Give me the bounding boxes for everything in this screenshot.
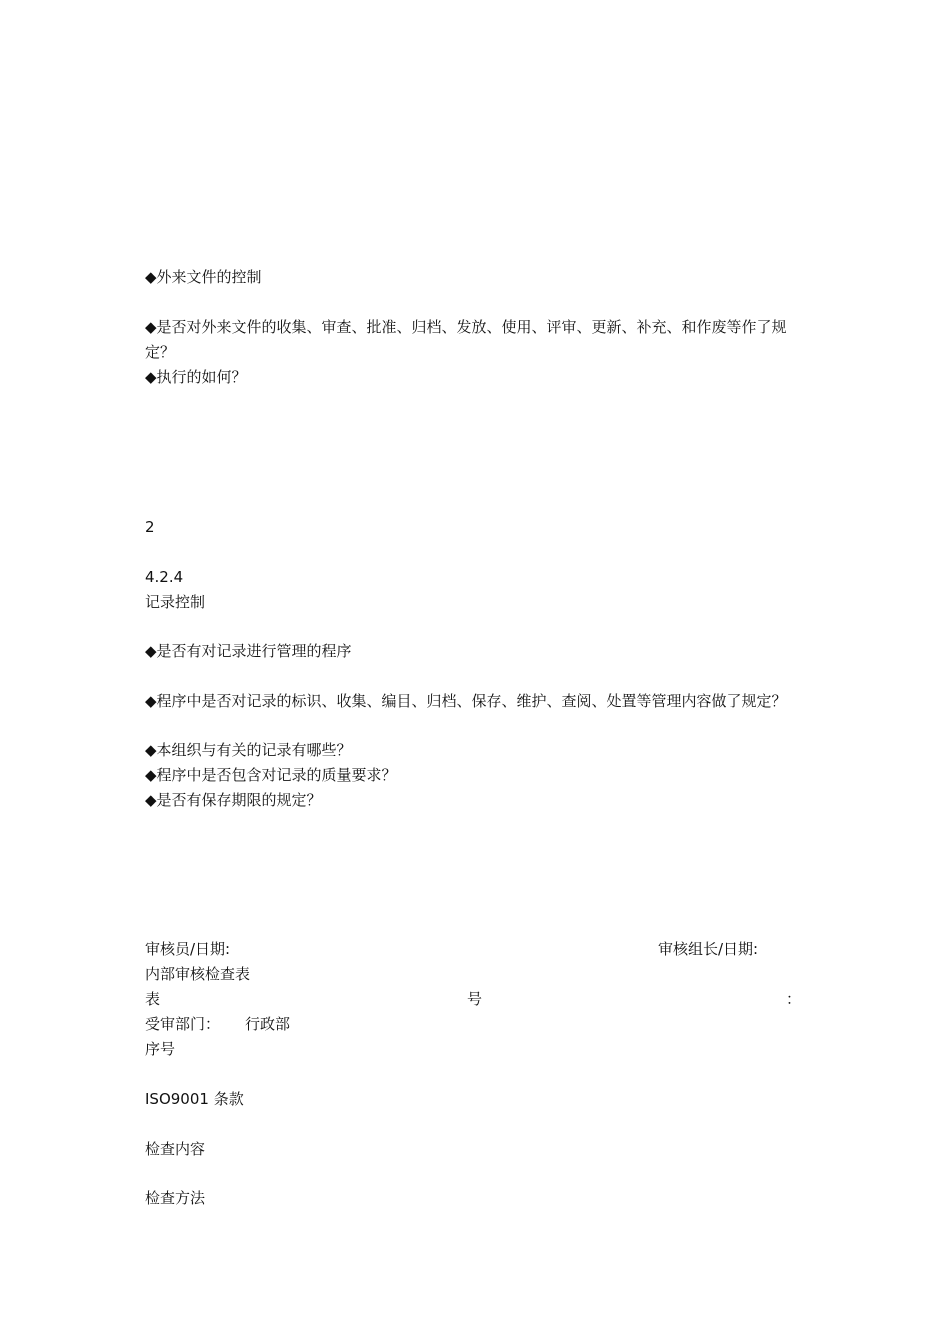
records-question-1: ◆是否有对记录进行管理的程序 [145,642,352,660]
records-question-2: ◆程序中是否对记录的标识、收集、编目、归档、保存、维护、查阅、处置等管理内容做了规定？ [145,692,787,710]
records-question-5: ◆是否有保存期限的规定？ [145,791,322,809]
column-iso-clause: ISO9001 条款 [145,1090,244,1108]
form-number-colon: ： [786,990,802,1008]
audit-leader-date-label: 审核组长/日期: [658,940,759,958]
records-question-3: ◆本组织与有关的记录有哪些？ [145,741,352,759]
form-number-label: 号 [467,990,483,1008]
external-docs-heading: ◆外来文件的控制 [145,268,262,286]
records-question-4: ◆程序中是否包含对记录的质量要求？ [145,766,397,784]
column-sequence-number: 序号 [145,1040,176,1058]
checklist-title: 内部审核检查表 [145,965,251,983]
audited-department-label: 受审部门： [145,1015,221,1033]
audited-department-value: 行政部 [245,1015,291,1033]
column-check-method: 检查方法 [145,1189,206,1207]
records-clause-number: 4.2.4 [145,568,184,586]
column-check-content: 检查内容 [145,1140,206,1158]
form-label: 表 [145,990,161,1008]
external-docs-question-1: ◆是否对外来文件的收集、审查、批准、归档、发放、使用、评审、更新、补充、和作废等作了规定？ [145,318,787,361]
page-number: 2 [145,518,155,536]
auditor-date-label: 审核员/日期: [145,940,231,958]
external-docs-question-2: ◆执行的如何？ [145,368,247,386]
records-section-title: 记录控制 [145,593,206,611]
